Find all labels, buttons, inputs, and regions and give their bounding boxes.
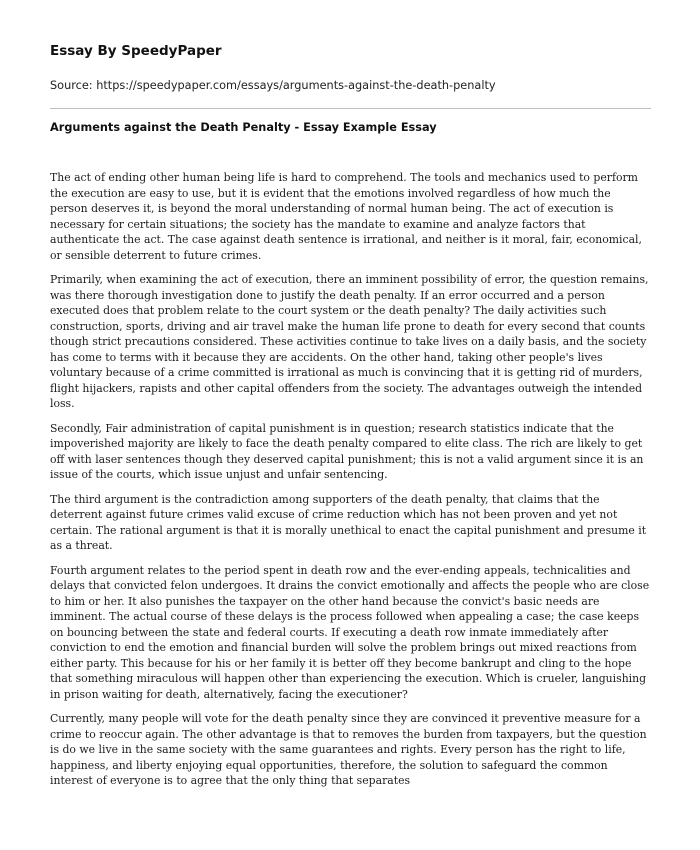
essay-paragraph: The third argument is the contradiction among supporters of the death penalty, that claims that the deterrent against future crimes valid excuse of crime reduction which has not been proven and yet not certain. The rational argument is that it is morally unethical to enact the capital punishment and presume it as a threat. [50, 492, 647, 552]
header-divider [50, 108, 651, 109]
source-url[interactable]: https://speedypaper.com/essays/arguments-against-the-death-penalty [96, 79, 496, 92]
essay-paragraph: Fourth argument relates to the period spent in death row and the ever-ending appeals, technicalities and delays that convicted felon undergoes. It drains the convict emotionally and affects the people who are close to him or her. It also punishes the taxpayer on the other hand because the convict's basic needs are imminent. The actual course of these delays is the process followed when appealing a case; the case keeps on bouncing between the state and federal courts. If executing a death row inmate immediately after conviction to end the emotion and financial burden will solve the problem brings out mixed reactions from either party. This because for his or her family it is better off they become bankrupt and cling to the hope that something miraculous will happen other than experiencing the execution. Which is crueler, languishing in prison waiting for death, alternatively, facing the executioner? [50, 563, 650, 701]
source-line [50, 79, 496, 92]
essay-paragraph: Secondly, Fair administration of capital punishment is in question; research statistics indicate that the impoverished majority are likely to face the death penalty compared to elite class. The rich are likely to get off with laser sentences though they deserved capital punishment; this is not a valid argument since it is an issue of the courts, which issue unjust and unfair sentencing. [50, 421, 644, 481]
essay-title: Arguments against the Death Penalty - Essay Example Essay [50, 121, 437, 134]
essay-paragraph: Currently, many people will vote for the death penalty since they are convinced it preventive measure for a crime to reoccur again. The other advantage is that to removes the burden from taxpayers, but the question is do we live in the same society with the same guarantees and rights. Every person has the right to life, happiness, and liberty enjoying equal opportunities, therefore, the solution to safeguard the common interest of everyone is to agree that the only thing that separates [50, 712, 647, 787]
source-label: Source: [50, 79, 93, 92]
essay-body [50, 170, 650, 798]
essay-paragraph: Primarily, when examining the act of execution, there an imminent possibility of error, the question remains, was there thorough investigation done to justify the death penalty. If an error occurred and a person executed does that problem relate to the court system or the death penalty? The daily activities such construction, sports, driving and air travel make the human life prone to death for every second that counts though strict precautions considered. These activities continue to take lives on a daily basis, and the society has come to terms with it because they are accidents. On the other hand, taking other people's lives voluntary because of a crime committed is irrational as much is convincing that it is getting rid of murders, flight hijackers, rapists and other capital offenders from the society. The advantages outweigh the intended loss. [50, 273, 649, 410]
essay-paragraph: The act of ending other human being life is hard to comprehend. The tools and mechanics used to perform the execution are easy to use, but it is evident that the emotions involved regardless of how much the person deserves it, is beyond the moral understanding of normal human being. The act of execution is necessary for certain situations; the society has the mandate to examine and analyze factors that authenticate the act. The case against death sentence is irrational, and neither is it moral, fair, economical, or sensible deterrent to future crimes. [50, 171, 642, 262]
brand-heading: Essay By SpeedyPaper [50, 43, 222, 59]
